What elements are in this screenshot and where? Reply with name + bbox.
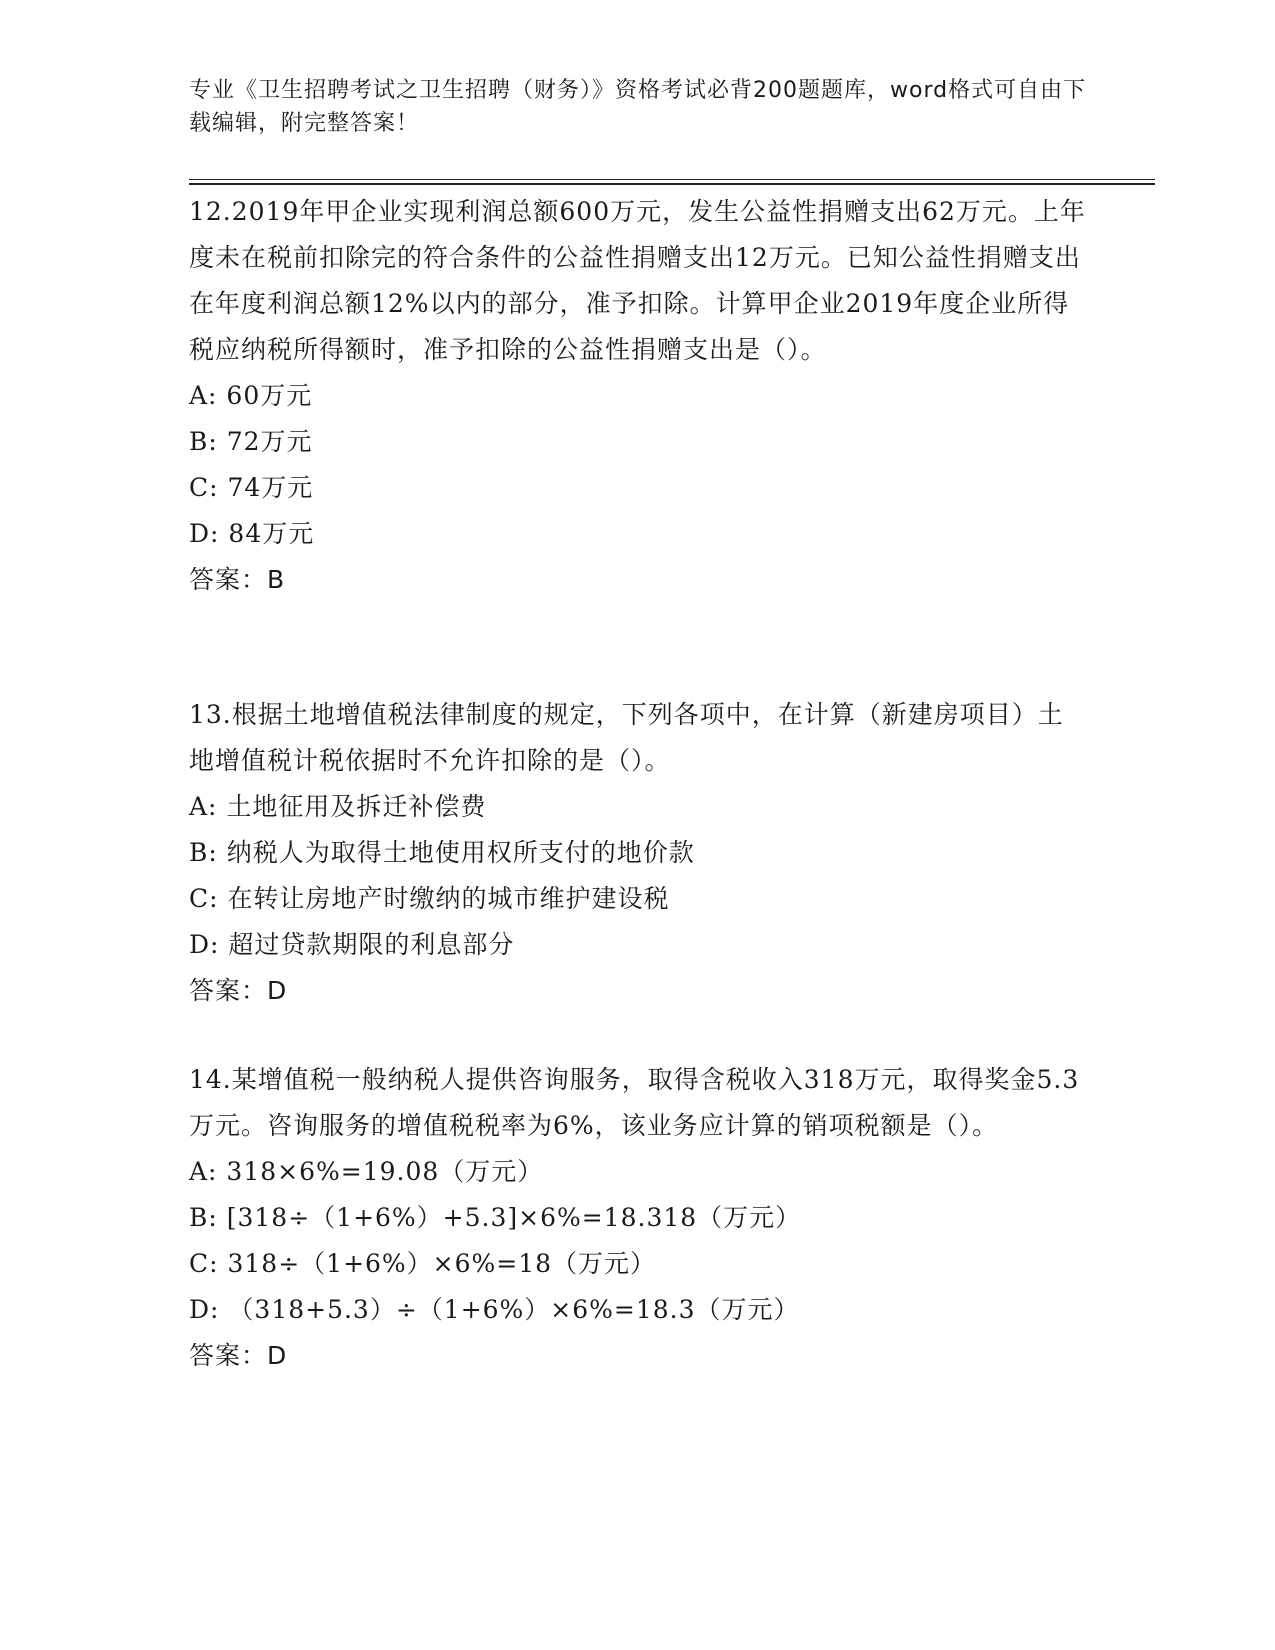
document-title: 专业《卫生招聘考试之卫生招聘（财务）》资格考试必背200题题库，word格式可自由下载编辑，附完整答案！ [189, 78, 1087, 136]
option-b: B: 72万元 [189, 427, 313, 456]
option-c: C: 在转让房地产时缴纳的城市维护建设税 [189, 884, 670, 913]
option-c: C: 74万元 [189, 473, 314, 502]
option-a: A: 土地征用及拆迁补偿费 [189, 792, 487, 821]
header-divider-thin [189, 179, 1155, 180]
answer: 答案：B [189, 565, 286, 594]
question-14 [189, 1057, 1089, 1379]
answer: 答案：D [189, 1341, 288, 1370]
question-stem: 12.2019年甲企业实现利润总额600万元，发生公益性捐赠支出62万元。上年度未在税前扣除完的符合条件的公益性捐赠支出12万元。已知公益性捐赠支出在年度利润总额12%以内的部分，准予扣除。计算甲企业2019年度企业所得税应纳税所得额时，准予扣除的公益性捐赠支出是（）。 [189, 197, 1086, 364]
question-stem: 13.根据土地增值税法律制度的规定，下列各项中，在计算（新建房项目）土地增值税计税依据时不允许扣除的是（）。 [189, 700, 1064, 775]
question-13 [189, 692, 1089, 1014]
header-divider-thick [189, 183, 1155, 185]
option-d: D: （318+5.3）÷（1+6%）×6%=18.3（万元） [189, 1295, 800, 1324]
answer: 答案：D [189, 976, 288, 1005]
option-d: D: 超过贷款期限的利息部分 [189, 930, 515, 959]
question-stem: 14.某增值税一般纳税人提供咨询服务，取得含税收入318万元，取得奖金5.3万元。咨询服务的增值税税率为6%，该业务应计算的销项税额是（）。 [189, 1065, 1080, 1140]
option-a: A: 318×6%=19.08（万元） [189, 1157, 544, 1186]
question-12 [189, 189, 1089, 603]
document-header [189, 74, 1089, 140]
option-c: C: 318÷（1+6%）×6%=18（万元） [189, 1249, 657, 1278]
option-d: D: 84万元 [189, 519, 315, 548]
option-b: B: [318÷（1+6%）+5.3]×6%=18.318（万元） [189, 1203, 802, 1232]
option-a: A: 60万元 [189, 381, 313, 410]
option-b: B: 纳税人为取得土地使用权所支付的地价款 [189, 838, 695, 867]
